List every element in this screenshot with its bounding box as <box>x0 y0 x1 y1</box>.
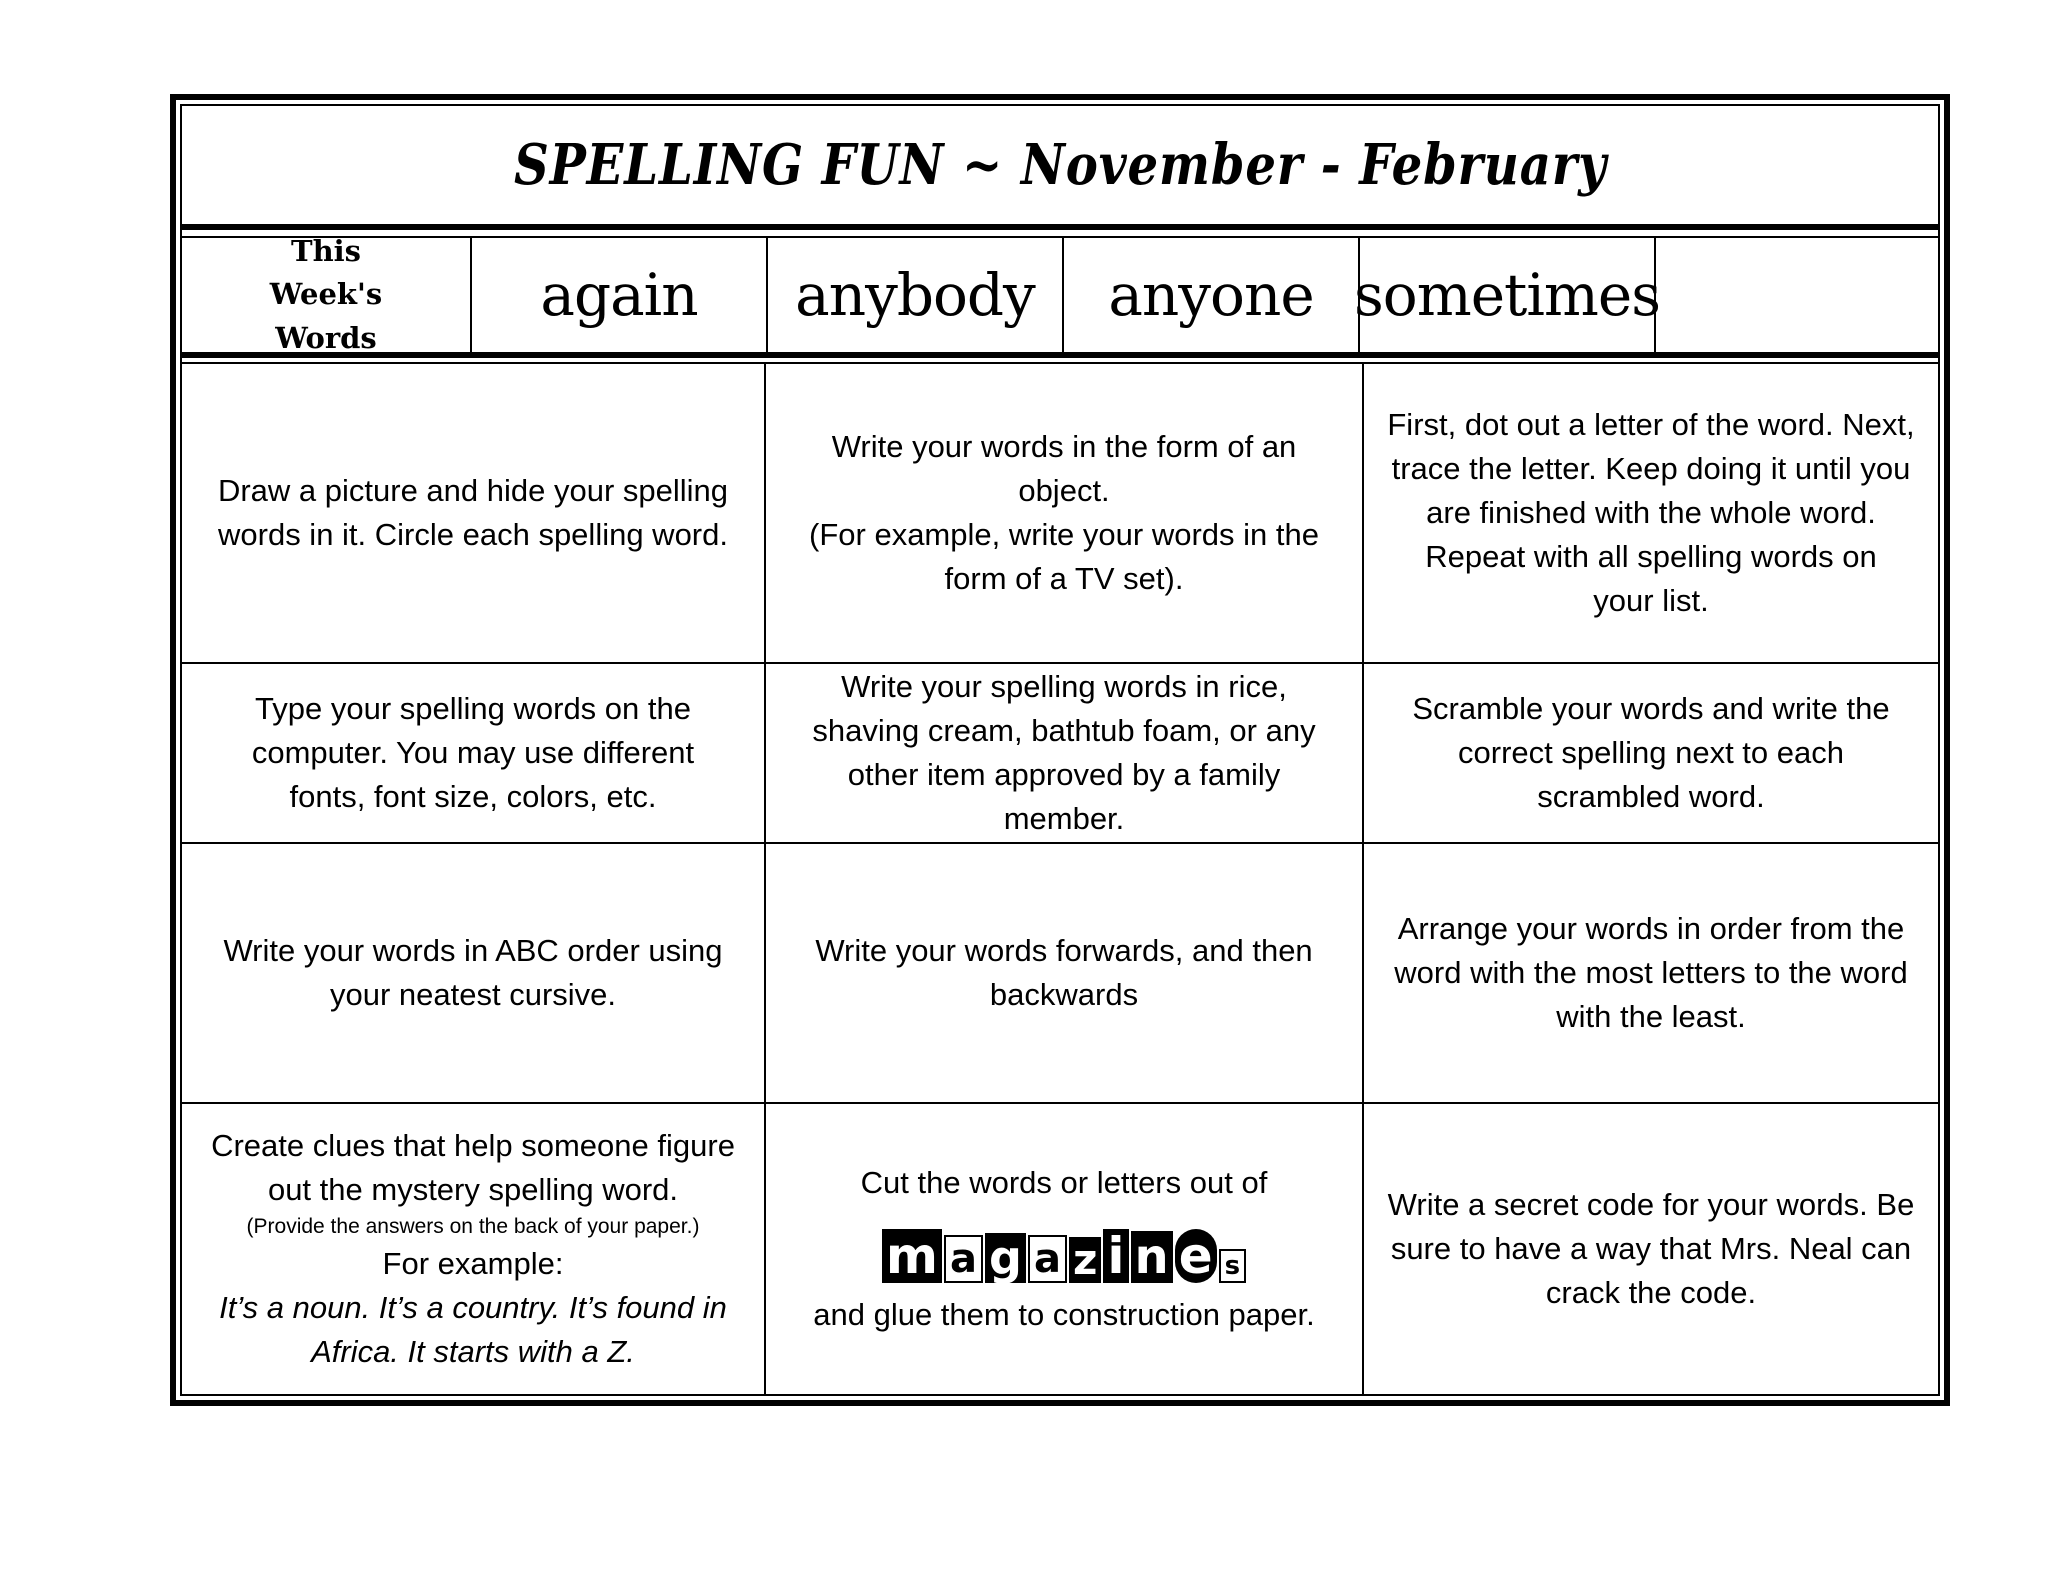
magazine-letter: s <box>1219 1249 1246 1283</box>
activity-example: It’s a noun. It’s a country. It’s found in Africa. It starts with a Z. <box>219 1290 727 1369</box>
magazine-letter: e <box>1175 1229 1217 1283</box>
magazine-letter: g <box>985 1233 1026 1283</box>
activity-text: Write your spelling words in rice, shaving cream, bathtub foam, or any other item approved by a family member. <box>812 669 1316 836</box>
activity-mystery-clues <box>182 1104 766 1394</box>
word-cell-2: anybody <box>768 238 1064 352</box>
page-title: SPELLING FUN ~ November - February <box>513 132 1607 198</box>
words-label-text: This Week's Words <box>269 233 383 355</box>
activity-text: Write a secret code for your words. Be sure to have a way that Mrs. Neal can crack the code. <box>1387 1187 1915 1310</box>
activity-hide-words <box>182 364 766 664</box>
activity-grid <box>182 362 1938 1394</box>
magazine-letter: m <box>882 1229 942 1283</box>
activity-text: (For example, write your words in the form of a TV set). <box>809 517 1319 596</box>
activity-text: Cut the words or letters out of <box>860 1165 1268 1200</box>
word-cell-3: anyone <box>1064 238 1360 352</box>
activity-arrange-length <box>1364 844 1938 1104</box>
magazine-letter: a <box>1028 1235 1067 1283</box>
activity-text: Write your words in the form of an object. <box>831 429 1297 508</box>
activity-text: Type your spelling words on the computer. You may use different fonts, font size, colors, etc. <box>251 691 695 814</box>
activity-scramble <box>1364 664 1938 844</box>
spelling-board <box>170 94 1950 1406</box>
activity-note: (Provide the answers on the back of your paper.) <box>246 1215 700 1238</box>
activity-object-shape <box>766 364 1364 664</box>
activity-text: Scramble your words and write the correct spelling next to each scrambled word. <box>1412 691 1890 814</box>
activity-example-label: For example: <box>382 1246 564 1281</box>
title-band <box>182 106 1938 230</box>
word-cell-5 <box>1656 238 1938 352</box>
activity-text: Create clues that help someone figure out the mystery spelling word. <box>211 1128 735 1207</box>
activity-text: Write your words forwards, and then backwards <box>815 933 1313 1012</box>
activity-text: and glue them to construction paper. <box>813 1297 1315 1332</box>
activity-rice-foam <box>766 664 1364 844</box>
activity-text: Draw a picture and hide your spelling words in it. Circle each spelling word. <box>217 473 729 552</box>
activity-abc-order <box>182 844 766 1104</box>
board-inner-frame <box>180 104 1940 1396</box>
magazine-letter: z <box>1069 1237 1101 1283</box>
word-cell-1: again <box>472 238 768 352</box>
magazine-letter: i <box>1103 1229 1128 1283</box>
activity-text: Repeat with all spelling words on your list. <box>1425 539 1877 618</box>
word-cell-4: sometimes <box>1360 238 1656 352</box>
activity-text: First, dot out a letter of the word. Next, trace the letter. Keep doing it until you are finished with the whole word. <box>1387 407 1915 530</box>
activity-text: Write your words in ABC order using your neatest cursive. <box>223 933 723 1012</box>
activity-type-words <box>182 664 766 844</box>
words-label <box>182 233 472 355</box>
activity-forwards-backwards <box>766 844 1364 1104</box>
magazine-letter: n <box>1131 1231 1173 1283</box>
weekly-words-row <box>182 233 1938 358</box>
activity-secret-code <box>1364 1104 1938 1394</box>
activity-dot-trace <box>1364 364 1938 664</box>
activity-magazine-cutout <box>766 1104 1364 1394</box>
activity-text: Arrange your words in order from the word with the most letters to the word with the least. <box>1394 911 1908 1034</box>
magazine-letters <box>881 1219 1247 1283</box>
magazine-letter: a <box>944 1235 983 1283</box>
